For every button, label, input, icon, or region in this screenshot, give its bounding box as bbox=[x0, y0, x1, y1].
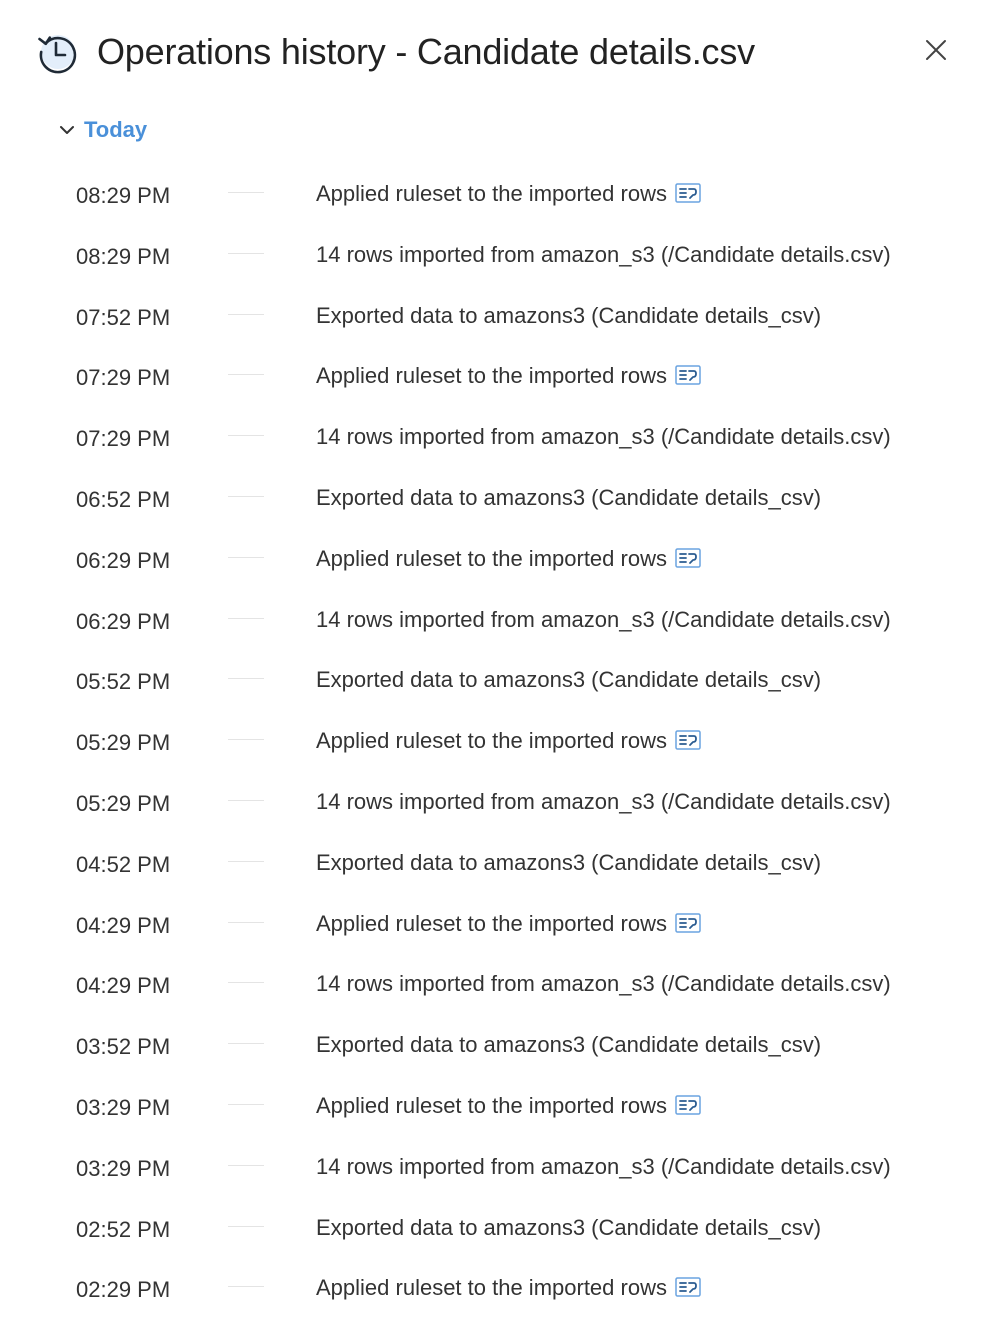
operation-description bbox=[316, 650, 821, 710]
row-connector bbox=[228, 922, 264, 923]
operation-description-text: Exported data to amazons3 (Candidate details_csv) bbox=[316, 1032, 822, 1058]
operation-description-text: Applied ruleset to the imported rows bbox=[316, 1092, 667, 1118]
operation-row bbox=[0, 348, 1008, 409]
row-connector bbox=[228, 861, 264, 862]
operations-list bbox=[0, 166, 1008, 1321]
operation-row bbox=[0, 1017, 1008, 1078]
operation-description-text: Applied ruleset to the imported rows bbox=[316, 181, 667, 206]
operation-description-text: 14 rows imported from amazon_s3 (/Candidate details.csv) bbox=[316, 971, 891, 997]
operation-description bbox=[316, 954, 891, 1014]
row-connector bbox=[228, 192, 264, 193]
row-connector bbox=[228, 1286, 264, 1287]
operation-description-text: 14 rows imported from amazon_s3 (/Candidate details.csv) bbox=[316, 424, 891, 450]
operation-row bbox=[0, 835, 1008, 896]
operation-time: 08:29 PM bbox=[76, 183, 171, 208]
row-connector bbox=[228, 557, 264, 558]
operation-row bbox=[0, 470, 1008, 531]
operation-description bbox=[316, 225, 891, 285]
operation-row bbox=[0, 1078, 1008, 1139]
operation-row bbox=[0, 166, 1008, 227]
view-rules-icon[interactable] bbox=[675, 365, 701, 385]
operation-row bbox=[0, 956, 1008, 1017]
operation-description bbox=[316, 1076, 701, 1136]
operation-description-text: 14 rows imported from amazon_s3 (/Candidate details.csv) bbox=[316, 1153, 891, 1179]
view-rules-icon[interactable] bbox=[675, 183, 701, 203]
operation-row bbox=[0, 531, 1008, 592]
operation-time: 05:29 PM bbox=[76, 730, 171, 756]
operation-row bbox=[0, 774, 1008, 835]
operation-time: 05:29 PM bbox=[76, 790, 171, 816]
operation-description-text: Exported data to amazons3 (Candidate details_csv) bbox=[316, 484, 822, 510]
operation-time: 06:29 PM bbox=[76, 608, 171, 634]
operation-row bbox=[0, 592, 1008, 653]
operation-time: 04:52 PM bbox=[76, 851, 171, 877]
row-connector bbox=[228, 982, 264, 983]
row-connector bbox=[228, 314, 264, 315]
operation-time: 04:29 PM bbox=[76, 912, 171, 938]
operation-description-text: 14 rows imported from amazon_s3 (/Candidate details.csv) bbox=[316, 788, 891, 814]
operation-description bbox=[316, 833, 821, 893]
operation-row bbox=[0, 1200, 1008, 1261]
operation-time: 03:52 PM bbox=[76, 1034, 171, 1060]
operation-row bbox=[0, 713, 1008, 774]
view-rules-icon[interactable] bbox=[675, 1277, 701, 1297]
row-connector bbox=[228, 253, 264, 254]
operation-description bbox=[316, 407, 891, 467]
operation-description bbox=[316, 1015, 821, 1075]
operation-description bbox=[316, 1258, 701, 1318]
operation-time: 02:52 PM bbox=[76, 1216, 171, 1242]
close-icon[interactable] bbox=[920, 34, 952, 66]
operation-time: 03:29 PM bbox=[76, 1155, 171, 1181]
operation-description bbox=[316, 711, 701, 771]
operation-description bbox=[316, 529, 701, 589]
operation-row bbox=[0, 652, 1008, 713]
operation-description bbox=[316, 164, 701, 224]
operation-time: 02:29 PM bbox=[76, 1277, 171, 1303]
operation-description-text: 14 rows imported from amazon_s3 (/Candidate details.csv) bbox=[316, 241, 891, 267]
panel-header bbox=[36, 24, 968, 80]
operation-description bbox=[316, 590, 891, 650]
operation-description bbox=[316, 772, 891, 832]
operation-description bbox=[316, 286, 821, 346]
row-connector bbox=[228, 618, 264, 619]
row-connector bbox=[228, 1165, 264, 1166]
operation-description bbox=[316, 1198, 821, 1258]
row-connector bbox=[228, 800, 264, 801]
row-connector bbox=[228, 496, 264, 497]
operation-description-text: Exported data to amazons3 (Candidate details_csv) bbox=[316, 1214, 822, 1240]
view-rules-icon[interactable] bbox=[675, 548, 701, 568]
operation-time: 07:29 PM bbox=[76, 426, 171, 452]
operation-time: 03:29 PM bbox=[76, 1094, 171, 1120]
view-rules-icon[interactable] bbox=[675, 730, 701, 750]
operation-time: 07:29 PM bbox=[76, 365, 171, 391]
operation-description bbox=[316, 1137, 891, 1197]
operation-row bbox=[0, 288, 1008, 349]
group-toggle-today[interactable] bbox=[58, 112, 147, 148]
row-connector bbox=[228, 1104, 264, 1105]
operation-time: 05:52 PM bbox=[76, 669, 171, 695]
operation-description-text: Applied ruleset to the imported rows bbox=[316, 1275, 667, 1301]
operation-time: 07:52 PM bbox=[76, 304, 171, 330]
operation-description bbox=[316, 894, 701, 954]
operation-description bbox=[316, 468, 821, 528]
operation-time: 08:29 PM bbox=[76, 243, 171, 269]
operation-description-text: 14 rows imported from amazon_s3 (/Candidate details.csv) bbox=[316, 606, 891, 632]
view-rules-icon[interactable] bbox=[675, 1095, 701, 1115]
history-icon bbox=[36, 30, 80, 74]
operation-time: 06:52 PM bbox=[76, 486, 171, 512]
row-connector bbox=[228, 435, 264, 436]
view-rules-icon[interactable] bbox=[675, 913, 701, 933]
row-connector bbox=[228, 1043, 264, 1044]
operation-row bbox=[0, 1260, 1008, 1321]
operation-description bbox=[316, 346, 701, 406]
operation-description-text: Applied ruleset to the imported rows bbox=[316, 363, 667, 389]
row-connector bbox=[228, 678, 264, 679]
operation-row bbox=[0, 1139, 1008, 1200]
operation-description-text: Applied ruleset to the imported rows bbox=[316, 545, 667, 571]
operation-description-text: Exported data to amazons3 (Candidate details_csv) bbox=[316, 849, 822, 875]
operation-description-text: Applied ruleset to the imported rows bbox=[316, 910, 667, 936]
operation-description-text: Exported data to amazons3 (Candidate details_csv) bbox=[316, 302, 822, 328]
panel-title: Operations history - Candidate details.csv bbox=[97, 31, 755, 72]
operation-time: 06:29 PM bbox=[76, 547, 171, 573]
group-label: Today bbox=[84, 117, 148, 142]
operation-description-text: Applied ruleset to the imported rows bbox=[316, 728, 667, 754]
operation-description-text: Exported data to amazons3 (Candidate details_csv) bbox=[316, 667, 822, 693]
row-connector bbox=[228, 374, 264, 375]
operation-row bbox=[0, 409, 1008, 470]
operation-row bbox=[0, 896, 1008, 957]
row-connector bbox=[228, 739, 264, 740]
row-connector bbox=[228, 1226, 264, 1227]
chevron-down-icon bbox=[58, 121, 76, 139]
operation-row bbox=[0, 227, 1008, 288]
operation-time: 04:29 PM bbox=[76, 973, 171, 999]
